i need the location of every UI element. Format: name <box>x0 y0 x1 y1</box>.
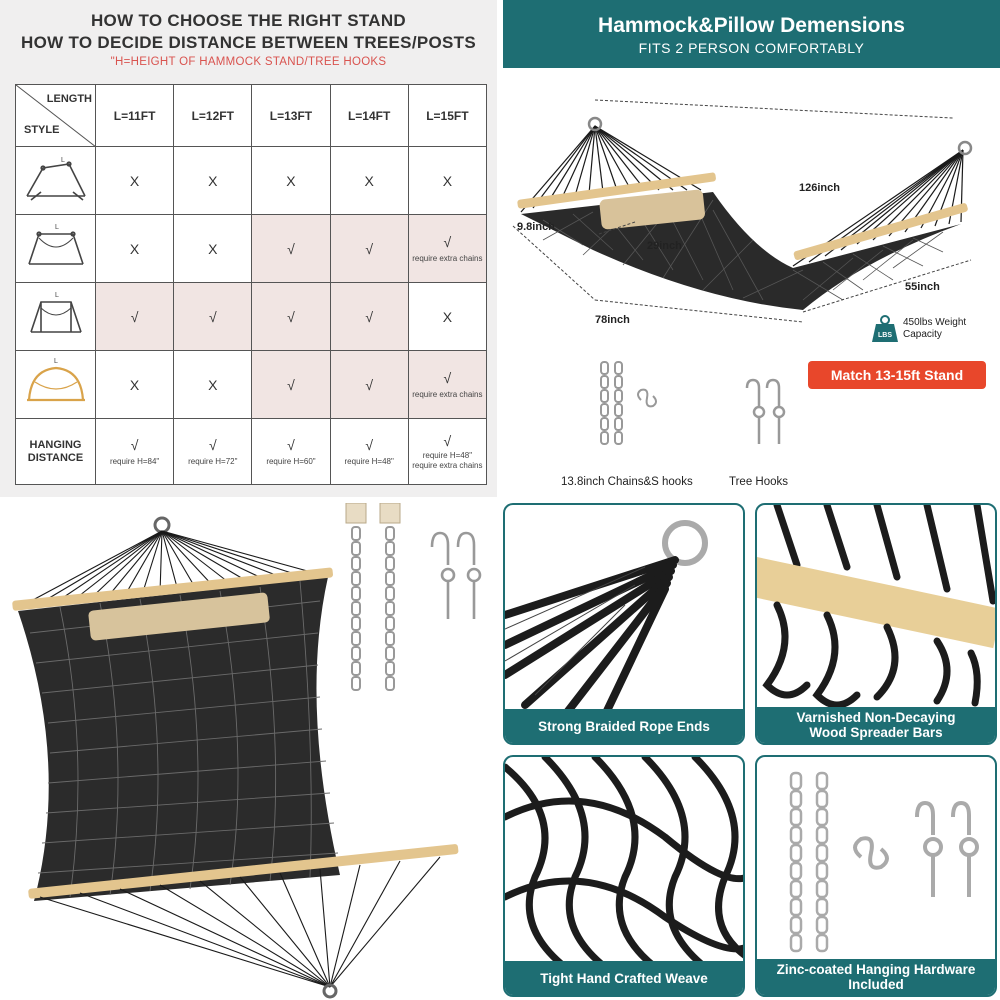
column-header: L=13FT <box>252 85 330 147</box>
feature-card-hardware <box>755 755 997 997</box>
hanging-distance-label: HANGING DISTANCE <box>16 419 96 485</box>
dimension-55: 55inch <box>905 281 940 293</box>
hammock-dimension-illustration <box>503 0 1000 497</box>
corner-style-label: STYLE <box>24 124 60 136</box>
feature-card-weave <box>503 755 745 997</box>
stand-style-4-icon <box>16 351 96 419</box>
feature-label: Strong Braided Rope Ends <box>505 709 743 743</box>
dimension-9-8: 9.8inch <box>517 221 555 233</box>
table-cell: X <box>330 147 408 215</box>
table-cell: X <box>408 147 486 215</box>
table-cell: X <box>96 215 174 283</box>
dimensions-panel <box>503 0 1000 497</box>
stand-style-1-icon <box>16 147 96 215</box>
guide-title-line2: HOW TO DECIDE DISTANCE BETWEEN TREES/POSTS <box>21 33 476 52</box>
table-cell: √ require H=48" require extra chains <box>408 419 486 485</box>
table-cell: X <box>408 283 486 351</box>
svg-text:L: L <box>53 358 58 365</box>
stand-compatibility-table <box>15 84 487 485</box>
svg-text:LBS: LBS <box>878 332 892 339</box>
feature-label: Tight Hand Crafted Weave <box>505 961 743 995</box>
features-panel <box>503 503 1000 1000</box>
weight-capacity <box>871 314 995 344</box>
svg-text:L: L <box>60 157 65 164</box>
feature-label: Varnished Non-Decaying Wood Spreader Bars <box>757 707 995 743</box>
table-cell: √ require extra chains <box>408 351 486 419</box>
table-row <box>16 215 487 283</box>
table-header-row <box>16 85 487 147</box>
table-cell: X <box>174 351 252 419</box>
feature-card-rope-ends <box>503 503 745 745</box>
table-cell: √ <box>252 283 330 351</box>
dimension-126: 126inch <box>799 182 840 194</box>
table-cell: √ <box>330 283 408 351</box>
height-note: "H=HEIGHT OF HAMMOCK STAND/TREE HOOKS <box>110 56 387 68</box>
corner-length-label: LENGTH <box>46 93 92 105</box>
table-cell: X <box>96 351 174 419</box>
table-cell: √ <box>96 283 174 351</box>
table-cell: √ require H=84" <box>96 419 174 485</box>
stand-style-3-icon <box>16 283 96 351</box>
stand-style-2-icon <box>16 215 96 283</box>
table-cell: √ <box>252 351 330 419</box>
table-cell: √ <box>174 283 252 351</box>
column-header: L=11FT <box>96 85 174 147</box>
table-cell: √ require H=72" <box>174 419 252 485</box>
table-cell: X <box>252 147 330 215</box>
hanging-distance-row <box>16 419 487 485</box>
svg-text:L: L <box>54 292 59 299</box>
table-cell: X <box>174 215 252 283</box>
dimensions-subtitle: FITS 2 PERSON COMFORTABLY <box>638 40 865 56</box>
product-photo-panel <box>0 503 497 1000</box>
tree-hooks-label: Tree Hooks <box>729 476 789 488</box>
corner-cell <box>16 85 96 147</box>
dimensions-title: Hammock&Pillow Demensions <box>598 14 905 37</box>
guide-title-line1: HOW TO CHOOSE THE RIGHT STAND <box>90 11 406 30</box>
weight-lbs-icon <box>871 314 899 344</box>
weight-capacity-text: 450lbs Weight Capacity <box>903 317 967 340</box>
table-cell: √ require extra chains <box>408 215 486 283</box>
table-cell: X <box>96 147 174 215</box>
table-cell: X <box>174 147 252 215</box>
stand-guide-panel <box>0 0 497 497</box>
column-header: L=14FT <box>330 85 408 147</box>
feature-label: Zinc-coated Hanging Hardware Included <box>757 959 995 995</box>
svg-text:L: L <box>54 224 59 231</box>
dimension-29: 29inch <box>647 240 682 252</box>
dimension-78: 78inch <box>595 314 630 326</box>
match-stand-badge: Match 13-15ft Stand <box>808 361 986 389</box>
table-cell: √ require H=48" <box>330 419 408 485</box>
table-row <box>16 351 487 419</box>
column-header: L=15FT <box>408 85 486 147</box>
chains-label: 13.8inch Chains&S hooks <box>561 476 693 488</box>
hammock-product-image <box>0 503 497 1000</box>
table-row <box>16 147 487 215</box>
column-header: L=12FT <box>174 85 252 147</box>
table-row <box>16 283 487 351</box>
table-cell: √ <box>330 215 408 283</box>
table-cell: √ <box>252 215 330 283</box>
table-cell: √ require H=60" <box>252 419 330 485</box>
feature-card-spreader-bars <box>755 503 997 745</box>
table-cell: √ <box>330 351 408 419</box>
